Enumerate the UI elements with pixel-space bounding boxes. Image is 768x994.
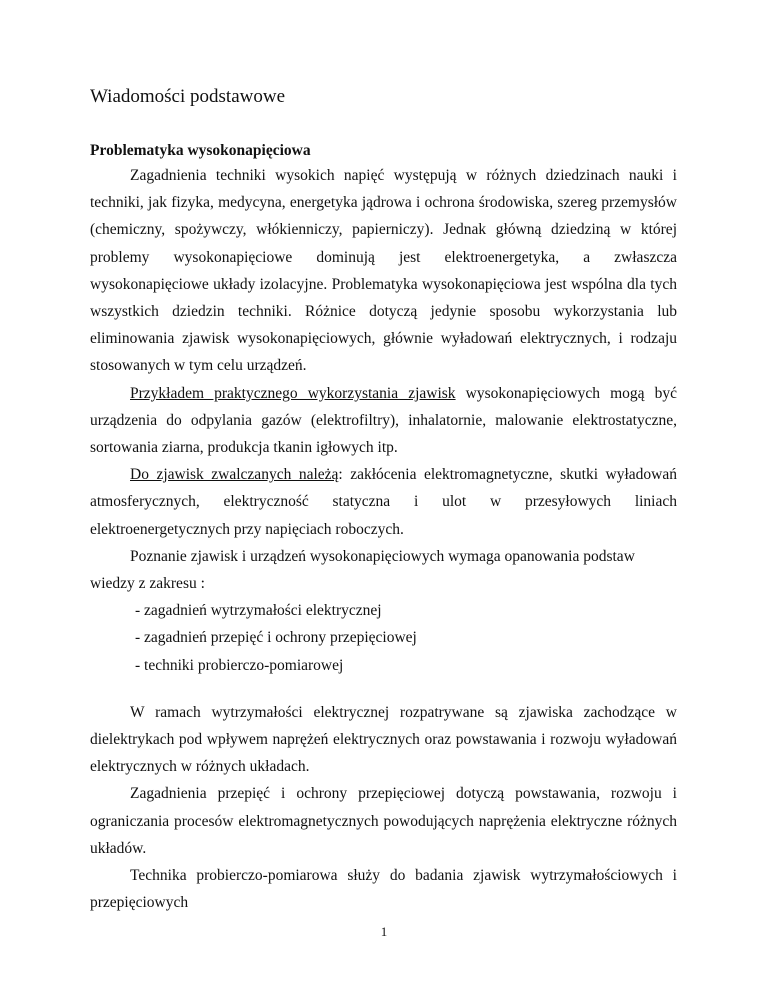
paragraph-4-continuation: wiedzy z zakresu : bbox=[90, 575, 205, 593]
paragraph-3 bbox=[90, 461, 677, 543]
list-item: - zagadnień przepięć i ochrony przepięciowej bbox=[135, 629, 417, 647]
underlined-phrase: Do zjawisk zwalczanych należą bbox=[130, 466, 339, 484]
document-body bbox=[90, 162, 677, 916]
list-item: - techniki probierczo-pomiarowej bbox=[135, 656, 344, 674]
list-item: - zagadnień wytrzymałości elektrycznej bbox=[135, 602, 382, 620]
paragraph-6: Zagadnienia przepięć i ochrony przepięciowej dotyczą powstawania, rozwoju i ograniczania procesów elektromagnetycznych powodujących naprężenia elektryczne różnych układów. bbox=[90, 785, 677, 857]
section-title: Problematyka wysokonapięciowa bbox=[90, 142, 311, 159]
paragraph-3-text: : zakłócenia elektromagnetyczne, skutki wyładowań atmosferycznych, elektryczność statyczna i ulot w przesyłowych liniach elektroenergetycznych przy napięciach roboczych. bbox=[90, 466, 677, 538]
paragraph-5: W ramach wytrzymałości elektrycznej rozpatrywane są zjawiska zachodzące w dielektrykach pod wpływem naprężeń elektrycznych oraz powstawania i rozwoju wyładowań elektrycznych w różnych układach. bbox=[90, 703, 677, 776]
page-number: 1 bbox=[380, 924, 388, 939]
paragraph-2 bbox=[90, 380, 677, 462]
paragraph-1: Zagadnienia techniki wysokich napięć występują w różnych dziedzinach nauki i techniki, jak fizyka, medycyna, energetyka jądrowa i ochrona środowiska, szereg przemysłów (chemiczny, spożywczy, włókienniczy, papierniczy). Jednak główną dziedziną w której problemy wysokonapięciowe dominują jest elektroenergetyka, a zwłaszcza wysokonapięciowe układy izolacyjne. Problematyka wysokonapięciowa jest wspólna dla tych wszystkich dziedzin techniki. Różnice dotyczą jedynie sposobu wykorzystania lub eliminowania zjawisk wysokonapięciowych, głównie wyładowań elektrycznych, i rodzaju stosowanych w tym celu urządzeń. bbox=[90, 167, 677, 375]
spacer bbox=[90, 679, 677, 699]
paragraph-2-text: wysokonapięciowych mogą być urządzenia do odpylania gazów (elektrofiltry), inhalatornie, malowanie elektrostatyczne, sortowania ziarna, produkcja tkanin igłowych itp. bbox=[90, 384, 677, 457]
paragraph-7: Technika probierczo-pomiarowa służy do badania zjawisk wytrzymałościowych i przepięciowych bbox=[90, 867, 677, 912]
paragraph-4: Poznanie zjawisk i urządzeń wysokonapięciowych wymaga opanowania podstaw bbox=[130, 547, 635, 565]
page-title: Wiadomości podstawowe bbox=[90, 86, 286, 107]
topics-list bbox=[90, 597, 677, 679]
underlined-phrase: Przykładem praktycznego wykorzystania zjawisk bbox=[130, 384, 456, 402]
